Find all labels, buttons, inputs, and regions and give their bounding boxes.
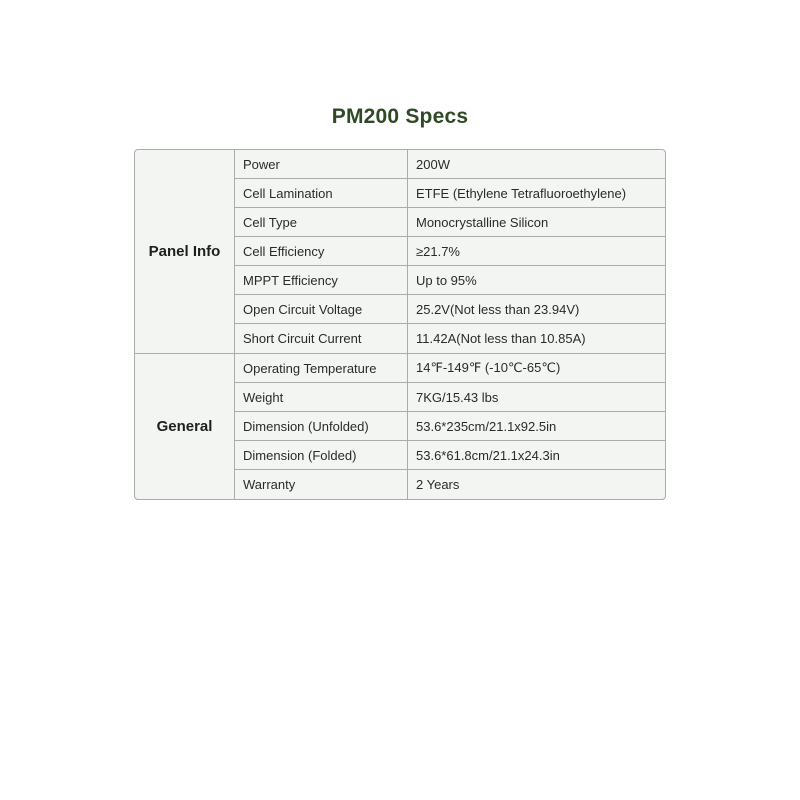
spec-value: Monocrystalline Silicon (416, 214, 549, 230)
group-label: General (135, 354, 235, 499)
table-row (235, 295, 665, 324)
table-row (235, 383, 665, 412)
spec-key: Weight (235, 383, 408, 411)
spec-value: 14℉-149℉ (-10℃-65℃) (416, 360, 561, 375)
spec-group-panel-info (135, 150, 665, 354)
table-row (235, 324, 665, 353)
spec-value: 2 Years (416, 477, 460, 492)
table-row (235, 179, 665, 208)
spec-key: Power (235, 150, 408, 178)
table-row (235, 237, 665, 266)
spec-key: MPPT Efficiency (235, 266, 408, 294)
page-title: PM200 Specs (331, 105, 469, 128)
spec-key: Cell Efficiency (235, 237, 408, 265)
spec-value: 200W (416, 156, 450, 172)
spec-key: Dimension (Unfolded) (235, 412, 408, 440)
table-row (235, 412, 665, 441)
spec-key: Short Circuit Current (235, 324, 408, 353)
spec-key: Dimension (Folded) (235, 441, 408, 469)
spec-value: 25.2V(Not less than 23.94V) (416, 301, 580, 317)
spec-group-general (135, 354, 665, 499)
table-row (235, 354, 665, 383)
spec-value: 53.6*61.8cm/21.1x24.3in (416, 447, 560, 463)
group-rows (235, 150, 665, 353)
spec-value: Up to 95% (416, 272, 477, 288)
table-row (235, 266, 665, 295)
spec-value: 7KG/15.43 lbs (416, 389, 499, 405)
table-row (235, 150, 665, 179)
spec-value: 53.6*235cm/21.1x92.5in (416, 418, 557, 434)
spec-key: Operating Temperature (235, 354, 408, 382)
table-row (235, 208, 665, 237)
group-label: Panel Info (135, 150, 235, 353)
spec-key: Warranty (235, 470, 408, 499)
spec-key: Open Circuit Voltage (235, 295, 408, 323)
specs-table (134, 149, 666, 500)
spec-value: ETFE (Ethylene Tetrafluoroethylene) (416, 185, 627, 201)
spec-key: Cell Lamination (235, 179, 408, 207)
spec-value: ≥21.7% (416, 243, 460, 259)
spec-value: 11.42A(Not less than 10.85A) (416, 331, 586, 346)
spec-key: Cell Type (235, 208, 408, 236)
table-row (235, 441, 665, 470)
table-row (235, 470, 665, 499)
group-rows (235, 354, 665, 499)
